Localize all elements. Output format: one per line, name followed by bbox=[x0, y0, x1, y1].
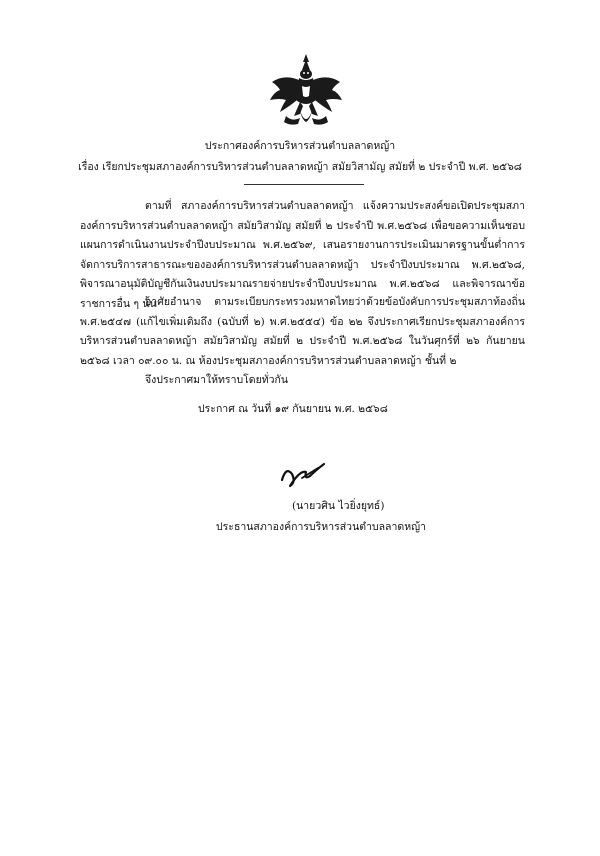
garuda-emblem bbox=[266, 52, 346, 132]
handwritten-signature bbox=[278, 460, 328, 490]
announcement-issuer: ประกาศองค์การบริหารส่วนตำบลลาดหญ้า bbox=[204, 140, 396, 152]
divider bbox=[244, 184, 364, 185]
announcement-subject: เรื่อง เรียกประชุมสภาองค์การบริหารส่วนตำบลลาดหญ้า สมัยวิสามัญ สมัยที่ ๒ ประจำปี พ.ศ. ๒๕๖๘ bbox=[78, 161, 522, 173]
signatory-name: (นายวศิน ไวยิ่งยุทธ์) bbox=[292, 500, 385, 512]
signatory-title: ประธานสภาองค์การบริหารส่วนตำบลลาดหญ้า bbox=[216, 521, 426, 533]
body-paragraph-2: อาศัยอำนาจ ตามระเบียบกระทรวงมหาดไทยว่าด้วยข้อบังคับการประชุมสภาท้องถิ่น พ.ศ.๒๕๔๗ (แก้ไขเพิ่มเติมถึง (ฉบับที่ ๒) พ.ศ.๒๕๕๔) ข้อ ๒๒ จึงประกาศเรียกประชุมสภาองค์การบริหารส่วนตำบลลาดหญ้า สมัยวิสามัญ สมัยที่ ๒ ประจำปี พ.ศ.๒๕๖๘ ในวันศุกร์ที่ ๒๖ กันยายน ๒๕๖๘ เวลา ๐๙.๐๐ น. ณ ห้องประชุมสภาองค์การบริหารส่วนตำบลลาดหญ้า ชั้นที่ ๒ bbox=[80, 296, 525, 367]
announcement-date: ประกาศ ณ วันที่ ๑๙ กันยายน พ.ศ. ๒๕๖๘ bbox=[198, 403, 388, 415]
body-paragraph-1: ตามที่ สภาองค์การบริหารส่วนตำบลลาดหญ้า แจ้งความประสงค์ขอเปิดประชุมสภาองค์การบริหารส่วนตำบลลาดหญ้า สมัยวิสามัญ สมัยที่ ๒ ประจำปี พ.ศ.๒๕๖๘ เพื่อขอความเห็นชอบแผนการดำเนินงานประจำปีงบประมาณ พ.ศ.๒๕๖๙, เสนอรายงานการประเมินมาตรฐานขั้นต่ำการจัดการบริการสาธารณะขององค์การบริหารส่วนตำบลลาดหญ้า ประจำปีงบประมาณ พ.ศ.๒๕๖๘, พิจารณาอนุมัติบัญชีกันเงินงบประมาณรายจ่ายประจำปีงบประมาณ พ.ศ.๒๕๖๘ และพิจารณาข้อราชการอื่น ๆ นั้น bbox=[80, 200, 525, 310]
closing-line: จึงประกาศมาให้ทราบโดยทั่วกัน bbox=[145, 374, 289, 386]
